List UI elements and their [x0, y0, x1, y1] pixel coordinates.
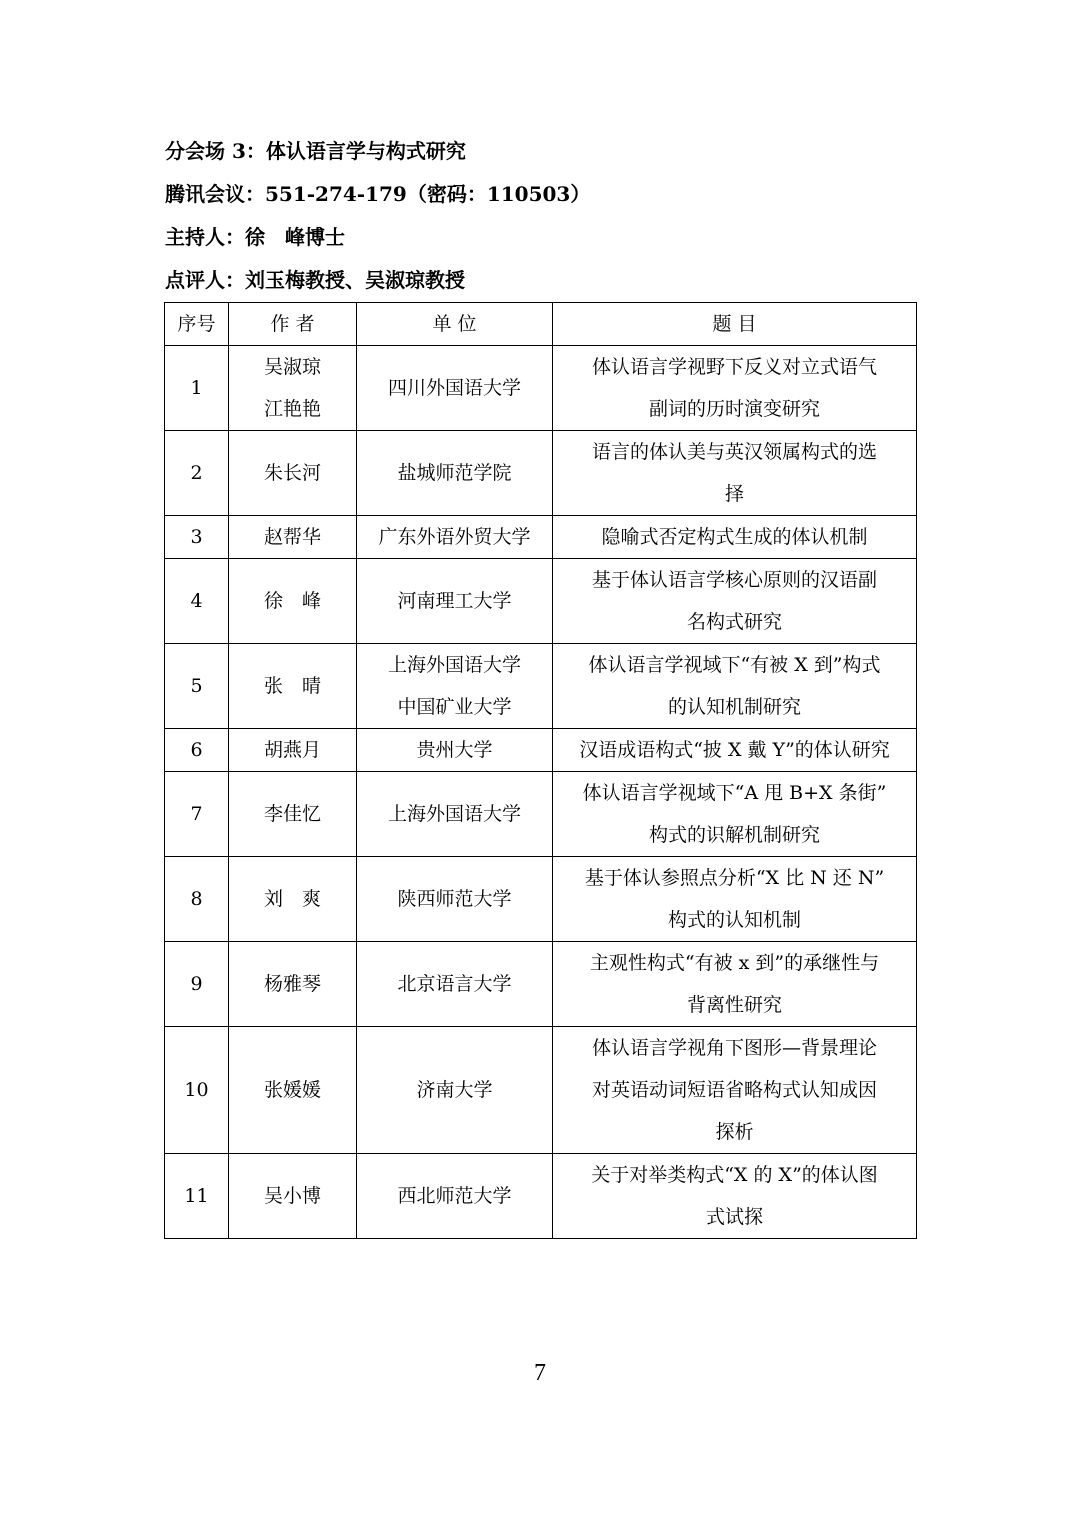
row-number: 6: [165, 729, 229, 772]
title-cell: [553, 644, 917, 729]
title-line: 汉语成语构式“披 X 戴 Y”的体认研究: [579, 739, 890, 761]
col-header-no: 序号: [165, 303, 229, 346]
author-cell: [229, 559, 357, 644]
table-row: [165, 431, 917, 516]
author-line: 徐 峰: [263, 590, 321, 612]
table-row: [165, 559, 917, 644]
title-line: 探析: [715, 1121, 754, 1143]
unit-cell: [357, 729, 553, 772]
unit-line: 中国矿业大学: [397, 696, 512, 718]
author-cell: [229, 1027, 357, 1154]
title-cell: [553, 559, 917, 644]
unit-line: 四川外国语大学: [387, 377, 521, 399]
author-line: 张媛媛: [263, 1079, 321, 1101]
unit-cell: [357, 431, 553, 516]
unit-line: 河南理工大学: [397, 590, 512, 612]
title-cell: [553, 431, 917, 516]
title-cell: [553, 346, 917, 431]
table-row: [165, 346, 917, 431]
author-cell: [229, 1154, 357, 1239]
row-number: 3: [165, 516, 229, 559]
title-cell: [553, 942, 917, 1027]
title-cell: [553, 857, 917, 942]
row-number: 1: [165, 346, 229, 431]
row-number: 10: [165, 1027, 229, 1154]
unit-line: 盐城师范学院: [397, 462, 512, 484]
col-header-author: 作 者: [229, 303, 357, 346]
title-line: 基于体认参照点分析“X 比 N 还 N”: [584, 867, 885, 889]
author-line: 胡燕月: [263, 739, 321, 761]
unit-cell: [357, 857, 553, 942]
title-line: 关于对举类构式“X 的 X”的体认图: [591, 1164, 878, 1186]
title-line: 体认语言学视域下“A 甩 B+X 条街”: [582, 782, 887, 804]
author-cell: [229, 346, 357, 431]
schedule-table: [164, 302, 917, 1239]
title-cell: [553, 1027, 917, 1154]
title-line: 体认语言学视野下反义对立式语气: [591, 356, 877, 378]
title-line: 体认语言学视域下“有被 X 到”构式: [588, 654, 881, 676]
reviewers-line: 点评人：刘玉梅教授、吴淑琼教授: [165, 268, 465, 292]
author-cell: [229, 772, 357, 857]
title-line: 背离性研究: [686, 994, 782, 1016]
row-number: 2: [165, 431, 229, 516]
col-header-unit: 单 位: [357, 303, 553, 346]
meeting-info: 腾讯会议：551-274-179（密码：110503）: [165, 182, 591, 206]
title-cell: [553, 772, 917, 857]
title-line: 名构式研究: [686, 611, 782, 633]
unit-line: 上海外国语大学: [387, 803, 521, 825]
title-cell: [553, 729, 917, 772]
author-line: 赵帮华: [263, 526, 321, 548]
title-line: 择: [724, 483, 744, 505]
unit-line: 广东外语外贸大学: [378, 526, 531, 548]
author-line: 吴小博: [263, 1185, 321, 1207]
unit-cell: [357, 559, 553, 644]
author-cell: [229, 644, 357, 729]
author-cell: [229, 516, 357, 559]
author-line: 刘 爽: [263, 888, 321, 910]
author-line: 江艳艳: [263, 398, 321, 420]
table-body: [165, 346, 917, 1239]
author-cell: [229, 942, 357, 1027]
table-row: [165, 644, 917, 729]
author-line: 杨雅琴: [263, 973, 321, 995]
title-line: 构式的认知机制: [667, 909, 801, 931]
title-cell: [553, 516, 917, 559]
unit-line: 济南大学: [416, 1079, 493, 1101]
title-line: 基于体认语言学核心原则的汉语副: [591, 569, 877, 591]
unit-cell: [357, 346, 553, 431]
unit-line: 北京语言大学: [397, 973, 512, 995]
author-line: 吴淑琼: [263, 356, 321, 378]
session-header: [165, 130, 590, 302]
author-cell: [229, 431, 357, 516]
row-number: 8: [165, 857, 229, 942]
table-row: [165, 772, 917, 857]
title-line: 主观性构式“有被 x 到”的承继性与: [589, 952, 880, 974]
unit-cell: [357, 942, 553, 1027]
unit-cell: [357, 516, 553, 559]
unit-line: 上海外国语大学: [387, 654, 521, 676]
table-header-row: [165, 303, 917, 346]
title-line: 构式的识解机制研究: [648, 824, 820, 846]
table-row: [165, 1154, 917, 1239]
author-line: 朱长河: [263, 462, 321, 484]
host-line: 主持人：徐 峰博士: [165, 225, 345, 249]
title-line: 的认知机制研究: [667, 696, 801, 718]
unit-line: 陕西师范大学: [397, 888, 512, 910]
author-cell: [229, 857, 357, 942]
unit-line: 西北师范大学: [397, 1185, 512, 1207]
table-row: [165, 516, 917, 559]
row-number: 4: [165, 559, 229, 644]
table-row: [165, 729, 917, 772]
table-row: [165, 942, 917, 1027]
title-line: 对英语动词短语省略构式认知成因: [591, 1079, 877, 1101]
title-line: 式试探: [705, 1206, 763, 1228]
unit-cell: [357, 1027, 553, 1154]
unit-cell: [357, 1154, 553, 1239]
row-number: 11: [165, 1154, 229, 1239]
table-row: [165, 1027, 917, 1154]
title-line: 隐喻式否定构式生成的体认机制: [601, 526, 868, 548]
col-header-title: 题 目: [553, 303, 917, 346]
author-cell: [229, 729, 357, 772]
session-title: 分会场 3：体认语言学与构式研究: [165, 139, 466, 163]
table-row: [165, 857, 917, 942]
title-line: 副词的历时演变研究: [648, 398, 820, 420]
unit-cell: [357, 644, 553, 729]
row-number: 9: [165, 942, 229, 1027]
row-number: 5: [165, 644, 229, 729]
author-line: 张 晴: [263, 675, 321, 697]
author-line: 李佳忆: [263, 803, 321, 825]
title-cell: [553, 1154, 917, 1239]
row-number: 7: [165, 772, 229, 857]
unit-line: 贵州大学: [416, 739, 493, 761]
title-line: 体认语言学视角下图形—背景理论: [591, 1037, 877, 1059]
page-number: 7: [534, 1360, 546, 1386]
title-line: 语言的体认美与英汉领属构式的选: [591, 441, 877, 463]
unit-cell: [357, 772, 553, 857]
